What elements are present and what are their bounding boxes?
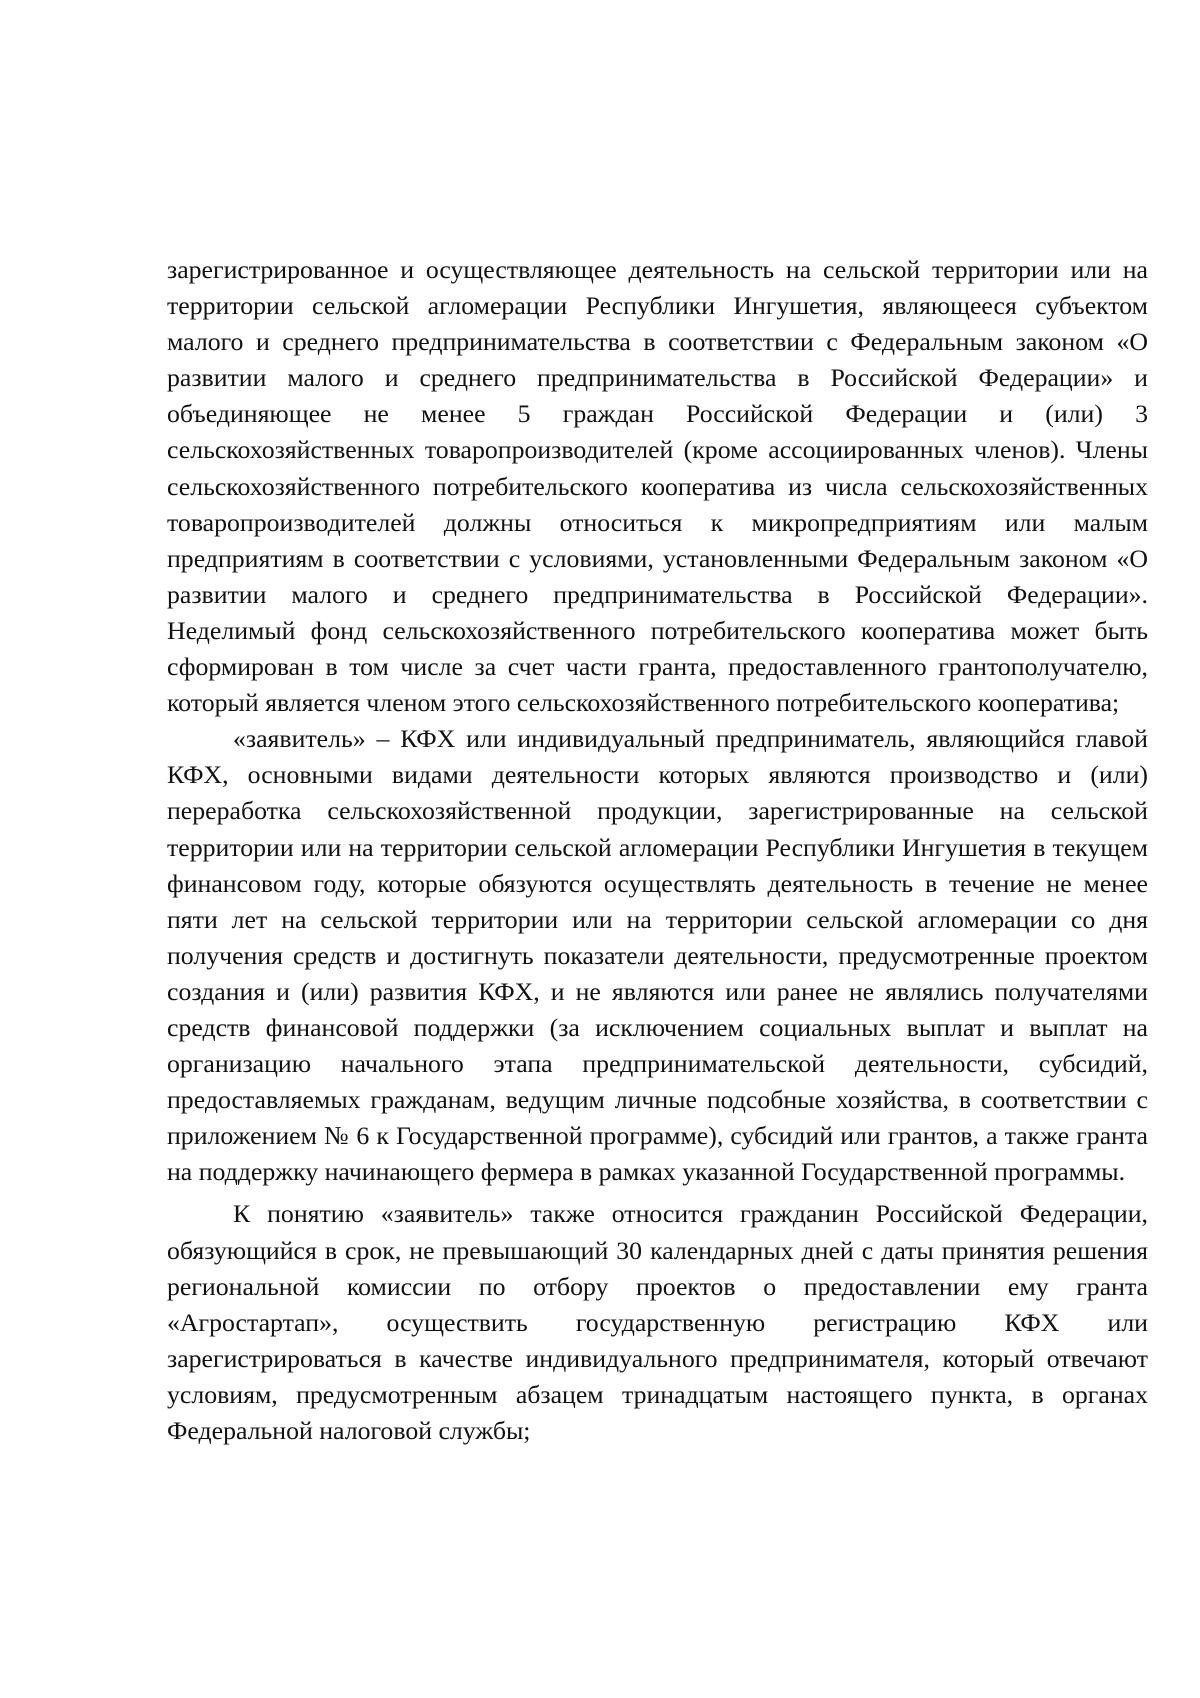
paragraph-applicant-definition: «заявитель» – КФХ или индивидуальный предприниматель, являющийся главой КФХ, основными видами деятельности которых являются производство и (или) переработка сельскохозяйственной продукции, зарегистрированные на сельской территории или на территории сельской агломерации Республики Ингушетия в текущем финансовом году, которые обязуются осуществлять деятельность в течение не менее пяти лет на сельской территории или на территории сельской агломерации со дня получения средств и достигнуть показатели деятельности, предусмотренные проектом создания и (или) развития КФХ, и не являются или ранее не являлись получателями средств финансовой поддержки (за исключением социальных выплат и выплат на организацию начального этапа предпринимательской деятельности, субсидий, предоставляемых гражданам, ведущим личные подсобные хозяйства, в соответствии с приложением № 6 к Государственной программе), субсидий или грантов, а также гранта на поддержку начинающего фермера в рамках указанной Государственной программы. <box>167 724 1148 1187</box>
document-page <box>167 252 1148 1449</box>
paragraph-applicant-extension: К понятию «заявитель» также относится гражданин Российской Федерации, обязующийся в срок, не превышающий 30 календарных дней с даты принятия решения региональной комиссии по отбору проектов о предоставлении ему гранта «Агростартап», осуществить государственную регистрацию КФХ или зарегистрироваться в качестве индивидуального предпринимателя, который отвечают условиям, предусмотренным абзацем тринадцатым настоящего пункта, в органах Федеральной налоговой службы; <box>167 1199 1148 1445</box>
paragraph-cooperative-definition: зарегистрированное и осуществляющее деятельность на сельской территории или на территории сельской агломерации Республики Ингушетия, являющееся субъектом малого и среднего предпринимательства в соответствии с Федеральным законом «О развитии малого и среднего предпринимательства в Российской Федерации» и объединяющее не менее 5 граждан Российской Федерации и (или) 3 сельскохозяйственных товаропроизводителей (кроме ассоциированных членов). Члены сельскохозяйственного потребительского кооператива из числа сельскохозяйственных товаропроизводителей должны относиться к микропредприятиям или малым предприятиям в соответствии с условиями, установленными Федеральным законом «О развитии малого и среднего предпринимательства в Российской Федерации». Неделимый фонд сельскохозяйственного потребительского кооператива может быть сформирован в том числе за счет части гранта, предоставленного грантополучателю, который является членом этого сельскохозяйственного потребительского кооператива; <box>167 255 1148 718</box>
